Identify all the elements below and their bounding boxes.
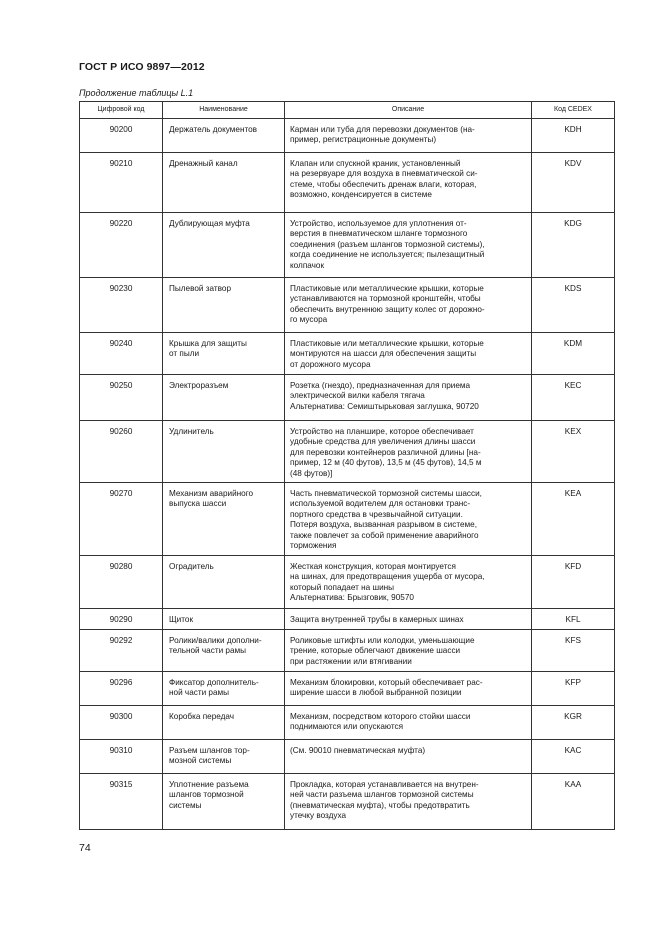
table-row (80, 556, 615, 609)
column-header-code: Цифровой код (80, 102, 163, 119)
cell-cedex: KEA (532, 483, 615, 556)
cell-name: Уплотнение разъема шлангов тормозной системы (163, 774, 285, 830)
cell-name: Механизм аварийного выпуска шасси (163, 483, 285, 556)
cell-code: 90300 (80, 706, 163, 740)
cell-code: 90296 (80, 672, 163, 706)
cell-name: Дублирующая муфта (163, 213, 285, 278)
table-row (80, 421, 615, 483)
cell-description: Механизм, посредством которого стойки шасси поднимаются или опускаются (285, 706, 532, 740)
table-row (80, 609, 615, 630)
table-header-row (80, 102, 615, 119)
cell-name: Крышка для защиты от пыли (163, 333, 285, 375)
cell-code: 90250 (80, 375, 163, 421)
cell-name: Коробка передач (163, 706, 285, 740)
page-number: 74 (79, 842, 91, 854)
cell-cedex: KFD (532, 556, 615, 609)
cell-cedex: KGR (532, 706, 615, 740)
cell-description: Механизм блокировки, который обеспечивает рас- ширение шасси в любой выбранной позиции (285, 672, 532, 706)
cell-description: Розетка (гнездо), предназначенная для приема электрической вилки кабеля тягача Альтернатива: Семиштырьковая заглушка, 90720 (285, 375, 532, 421)
column-header-cedex: Код CEDEX (532, 102, 615, 119)
codes-table (79, 101, 615, 830)
cell-cedex: KFS (532, 630, 615, 672)
cell-name: Ролики/валики дополни- тельной части рамы (163, 630, 285, 672)
cell-code: 90260 (80, 421, 163, 483)
cell-description: Прокладка, которая устанавливается на внутрен- ней части разъема шлангов тормозной системы (пневматическая муфта), чтобы предотвратить утечку воздуха (285, 774, 532, 830)
cell-code: 90200 (80, 119, 163, 153)
table-row (80, 278, 615, 333)
cell-description: (См. 90010 пневматическая муфта) (285, 740, 532, 774)
cell-name: Фиксатор дополнитель- ной части рамы (163, 672, 285, 706)
table-body (80, 119, 615, 830)
cell-name: Удлинитель (163, 421, 285, 483)
cell-name: Оградитель (163, 556, 285, 609)
cell-name: Щиток (163, 609, 285, 630)
cell-description: Устройство на планшире, которое обеспечивает удобные средства для увеличения длины шасси для перевозки контейнеров различной длины [на- пример, 12 м (40 футов), 13,5 м (45 футов), 14,5 м (48 футов)] (285, 421, 532, 483)
cell-name: Дренажный канал (163, 153, 285, 213)
cell-cedex: KFP (532, 672, 615, 706)
table-row (80, 774, 615, 830)
cell-cedex: KDV (532, 153, 615, 213)
cell-description: Часть пневматической тормозной системы шасси, используемой водителем для остановки транс- портного средства в чрезвычайной ситуации. Потеря воздуха, вызванная разрывом в системе, также повлечет за собой применение аварийного торможения (285, 483, 532, 556)
table-row (80, 153, 615, 213)
cell-code: 90270 (80, 483, 163, 556)
cell-description: Роликовые штифты или колодки, уменьшающие трение, которые облегчают движение шасси при растяжении или втягивании (285, 630, 532, 672)
cell-code: 90220 (80, 213, 163, 278)
cell-description: Карман или туба для перевозки документов (на- пример, регистрационные документы) (285, 119, 532, 153)
cell-name: Держатель документов (163, 119, 285, 153)
cell-code: 90315 (80, 774, 163, 830)
table-row (80, 630, 615, 672)
cell-code: 90230 (80, 278, 163, 333)
cell-cedex: KFL (532, 609, 615, 630)
table-caption: Продолжение таблицы L.1 (79, 88, 194, 98)
cell-cedex: KDG (532, 213, 615, 278)
column-header-name: Наименование (163, 102, 285, 119)
cell-cedex: KDM (532, 333, 615, 375)
table-row (80, 119, 615, 153)
cell-name: Пылевой затвор (163, 278, 285, 333)
cell-code: 90310 (80, 740, 163, 774)
table-row (80, 213, 615, 278)
table-row (80, 333, 615, 375)
cell-description: Защита внутренней трубы в камерных шинах (285, 609, 532, 630)
cell-description: Устройство, используемое для уплотнения от- верстия в пневматическом шланге тормозного соединения (разъем шлангов тормозной системы), когда соединение не используется; пылезащитный колпачок (285, 213, 532, 278)
cell-code: 90210 (80, 153, 163, 213)
cell-code: 90280 (80, 556, 163, 609)
cell-name: Электроразъем (163, 375, 285, 421)
cell-cedex: KAC (532, 740, 615, 774)
table-row (80, 706, 615, 740)
cell-description: Пластиковые или металлические крышки, которые монтируются на шасси для обеспечения защиты от дорожного мусора (285, 333, 532, 375)
cell-description: Пластиковые или металлические крышки, которые устанавливаются на тормозной кронштейн, чтобы обеспечить внутреннюю защиту колес от дорожно- го мусора (285, 278, 532, 333)
table-row (80, 375, 615, 421)
table-row (80, 740, 615, 774)
document-header: ГОСТ Р ИСО 9897—2012 (79, 61, 205, 73)
table-row (80, 672, 615, 706)
cell-description: Клапан или спускной краник, установленный на резервуаре для воздуха в пневматической си- стеме, чтобы обеспечить дренаж влаги, которая, возможно, конденсируется в системе (285, 153, 532, 213)
cell-name: Разъем шлангов тор- мозной системы (163, 740, 285, 774)
cell-code: 90240 (80, 333, 163, 375)
cell-cedex: KAA (532, 774, 615, 830)
cell-cedex: KEC (532, 375, 615, 421)
cell-cedex: KDH (532, 119, 615, 153)
cell-code: 90292 (80, 630, 163, 672)
cell-description: Жесткая конструкция, которая монтируется на шинах, для предотвращения ущерба от мусора, который попадает на шины Альтернатива: Брызговик, 90570 (285, 556, 532, 609)
cell-cedex: KEX (532, 421, 615, 483)
column-header-description: Описание (285, 102, 532, 119)
cell-code: 90290 (80, 609, 163, 630)
table-row (80, 483, 615, 556)
cell-cedex: KDS (532, 278, 615, 333)
